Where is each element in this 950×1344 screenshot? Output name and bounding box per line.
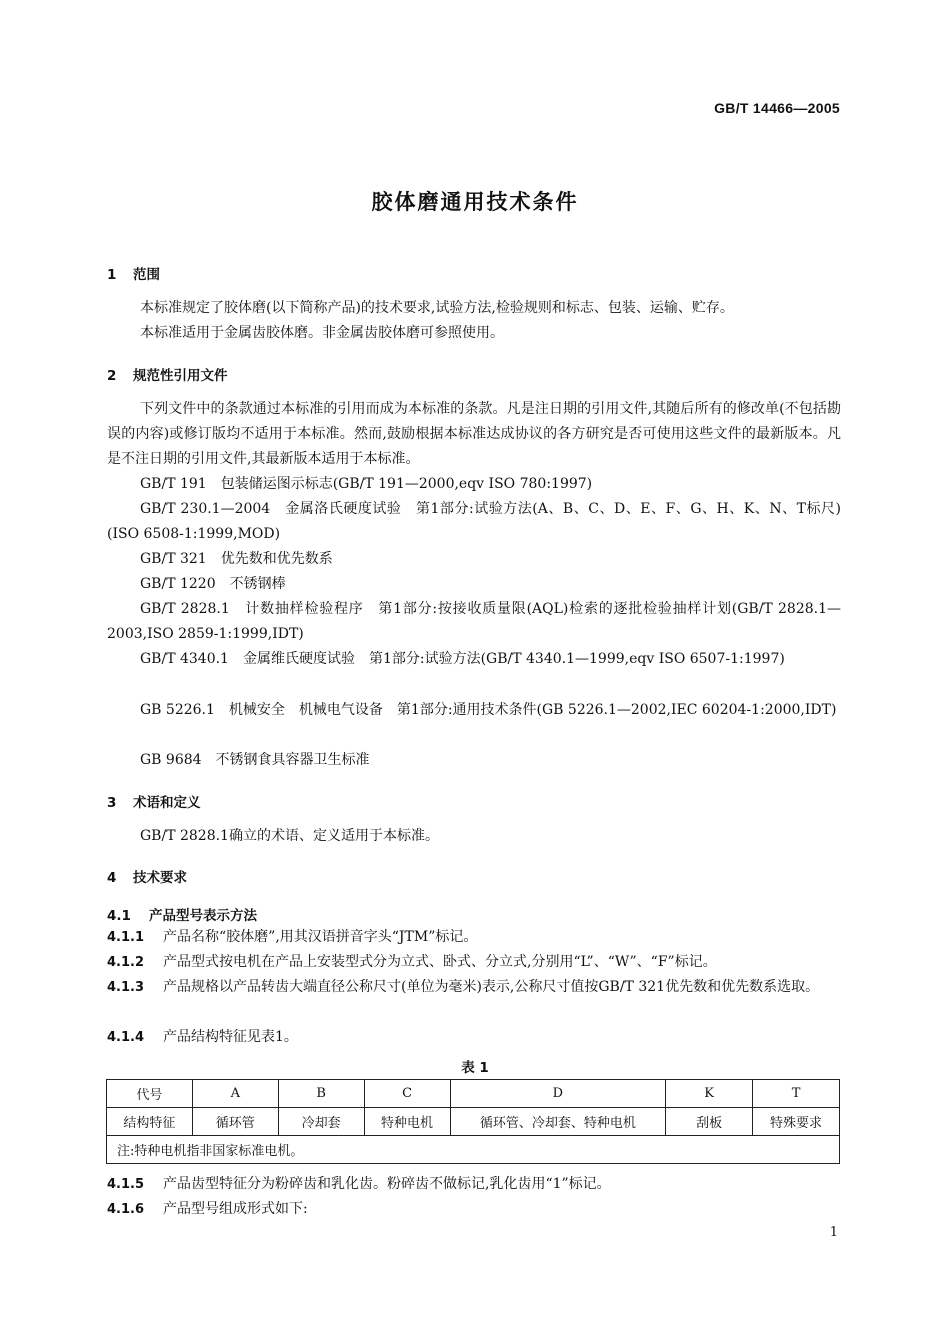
clause-number: 4.1.2 [107,955,145,970]
section-title: 产品型号表示方法 [149,908,257,924]
table-note-row [107,1136,840,1164]
table-cell: 刮板 [666,1108,753,1136]
section-title: 范围 [133,267,160,283]
clause-4-1-5 [107,1172,841,1197]
table-cell: A [192,1080,278,1108]
clause-text: 产品型号组成形式如下: [163,1201,308,1217]
section-title: 技术要求 [133,870,187,886]
section-2-heading [107,364,228,384]
table-cell: 循环管、冷却套、特种电机 [450,1108,666,1136]
table-cell: 代号 [107,1080,193,1108]
reference-item: GB 5226.1 机械安全 机械电气设备 第1部分:通用技术条件(GB 5226.1—2002,IEC 60204-1:2000,IDT) [140,702,837,718]
references-intro: 下列文件中的条款通过本标准的引用而成为本标准的条款。凡是注日期的引用文件,其随后所有的修改单(不包括勘误的内容)或修订版均不适用于本标准。然而,鼓励根据本标准达成协议的各方研究是否可使用这些文件的最新版本。凡是不注日期的引用文件,其最新版本适用于本标准。 [107,401,841,467]
reference-item: GB/T 4340.1 金属维氏硬度试验 第1部分:试验方法(GB/T 4340.1—1999,eqv ISO 6507-1:1997) [140,651,785,667]
reference-item: GB 9684 不锈钢食具容器卫生标准 [140,752,370,768]
reference-item: GB/T 2828.1 计数抽样检验程序 第1部分:按接收质量限(AQL)检索的逐批检验抽样计划(GB/T 2828.1—2003,ISO 2859-1:1999,IDT) [107,601,841,642]
section-title: 规范性引用文件 [133,368,228,384]
reference-item: GB/T 321 优先数和优先数系 [140,551,333,567]
scope-paragraph-2: 本标准适用于金属齿胶体磨。非金属齿胶体磨可参照使用。 [140,325,504,341]
section-3-heading [107,791,201,811]
subsection-4-1-heading [107,904,257,924]
clause-number: 4.1.5 [107,1177,145,1192]
table-cell: D [450,1080,666,1108]
clause-4-1-4 [107,1025,841,1050]
table-cell: C [364,1080,450,1108]
section-number: 4 [107,870,117,886]
table-cell: T [753,1080,840,1108]
clause-4-1-1 [107,925,841,950]
document-title: 胶体磨通用技术条件 [371,190,579,214]
clause-text: 产品结构特征见表1。 [163,1029,298,1045]
section-4-heading [107,866,187,886]
section-1-heading [107,263,160,283]
table-cell: 特种电机 [364,1108,450,1136]
section-title: 术语和定义 [133,795,201,811]
page-number: 1 [829,1225,838,1240]
table-cell: B [278,1080,364,1108]
reference-item: GB/T 191 包装储运图示标志(GB/T 191—2000,eqv ISO 780:1997) [140,476,593,492]
clause-4-1-6 [107,1197,841,1222]
table-caption: 表 1 [461,1060,489,1076]
section-number: 2 [107,368,117,384]
table-cell: 循环管 [192,1108,278,1136]
clause-number: 4.1.4 [107,1030,145,1045]
clause-text: 产品齿型特征分为粉碎齿和乳化齿。粉碎齿不做标记,乳化齿用“1”标记。 [163,1176,611,1192]
clause-text: 产品名称“胶体磨”,用其汉语拼音字头“JTM”标记。 [163,929,478,945]
terms-paragraph: GB/T 2828.1确立的术语、定义适用于本标准。 [140,828,439,844]
clause-text: 产品型式按电机在产品上安装型式分为立式、卧式、分立式,分别用“L”、“W”、“F”标记。 [163,954,717,970]
clause-4-1-2 [107,950,841,975]
table-cell: K [666,1080,753,1108]
table-cell: 冷却套 [278,1108,364,1136]
clause-number: 4.1.6 [107,1202,145,1217]
standard-code: GB/T 14466—2005 [714,100,840,116]
reference-item: GB/T 230.1—2004 金属洛氏硬度试验 第1部分:试验方法(A、B、C、D、E、F、G、H、K、N、T标尺)(ISO 6508-1:1999,MOD) [107,501,841,542]
clause-number: 4.1.1 [107,930,145,945]
table-row [107,1108,840,1136]
section-number: 3 [107,795,117,811]
clause-4-1-3 [107,975,841,1000]
section-number: 1 [107,267,117,283]
section-number: 4.1 [107,908,131,924]
clause-text: 产品规格以产品转齿大端直径公称尺寸(单位为毫米)表示,公称尺寸值按GB/T 321优先数和优先数系选取。 [163,979,820,995]
table-note: 注:特种电机指非国家标准电机。 [107,1136,840,1164]
clause-number: 4.1.3 [107,980,145,995]
table-cell: 特殊要求 [753,1108,840,1136]
structure-feature-table [106,1079,840,1164]
table-header-row [107,1080,840,1108]
reference-item: GB/T 1220 不锈钢棒 [140,576,286,592]
table-cell: 结构特征 [107,1108,193,1136]
scope-paragraph-1: 本标准规定了胶体磨(以下简称产品)的技术要求,试验方法,检验规则和标志、包装、运输、贮存。 [140,300,734,316]
